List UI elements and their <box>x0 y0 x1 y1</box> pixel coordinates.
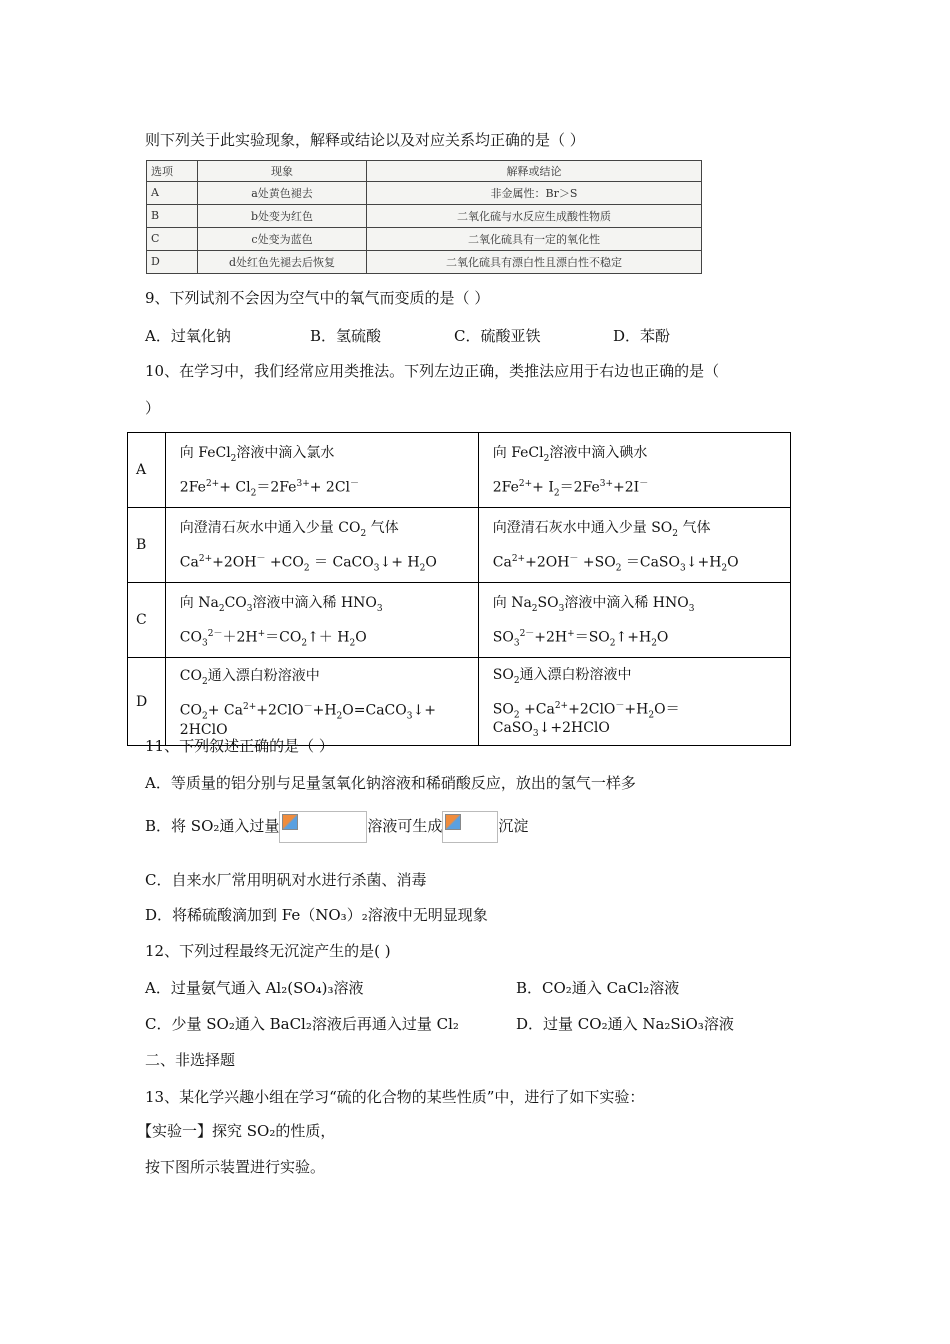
broken-image-placeholder <box>279 811 367 843</box>
q11-option-b <box>145 811 528 843</box>
q11-b-text-1: B．将 SO₂通入过量 <box>145 817 280 835</box>
analogy-row-a <box>128 433 791 508</box>
q12-option-c: C．少量 SO₂通入 BaCl₂溶液后再通入过量 Cl₂ <box>145 1015 459 1033</box>
q11-b-text-3: 沉淀 <box>498 817 529 835</box>
broken-image-icon <box>282 814 298 830</box>
right-cell: 向 FeCl$_2$溶液中滴入碘水 $2Fe^{2+}+ I_2=2Fe^{3+}+2I^-$ <box>478 433 790 508</box>
row-label: A <box>128 433 166 508</box>
scan-option: D <box>147 250 198 273</box>
q13-stem: 13、某化学兴趣小组在学习“硫的化合物的某些性质”中，进行了如下实验： <box>145 1088 645 1106</box>
q13-setup: 按下图所示装置进行实验。 <box>145 1158 326 1176</box>
scan-row <box>147 204 702 227</box>
analogy-table <box>127 432 791 746</box>
scan-row <box>147 250 702 273</box>
scan-header-phenomenon: 现象 <box>198 161 367 182</box>
analogy-row-b <box>128 508 791 583</box>
scan-explanation: 非金属性：Br＞S <box>367 181 702 204</box>
scan-row <box>147 227 702 250</box>
scanned-table-image <box>146 160 702 274</box>
q9-option-c: C．硫酸亚铁 <box>454 327 541 345</box>
q10-stem-end: ） <box>145 399 161 417</box>
broken-image-placeholder <box>442 811 498 843</box>
row-label: D <box>128 658 166 746</box>
scan-option: B <box>147 204 198 227</box>
scan-phenomenon: a处黄色褪去 <box>198 181 367 204</box>
row-label: C <box>128 583 166 658</box>
left-cell: 向 $Na_2CO_3$溶液中滴入稀 $HNO_3$ $CO_3^{2-}+2H^+=CO_2↑+ H_2O$ <box>165 583 478 658</box>
q12-option-b: B．CO₂通入 CaCl₂溶液 <box>516 979 680 997</box>
scan-row <box>147 181 702 204</box>
analogy-row-d <box>128 658 791 746</box>
q12-stem: 12、下列过程最终无沉淀产生的是( ) <box>145 942 391 960</box>
scan-phenomenon: d处红色先褪去后恢复 <box>198 250 367 273</box>
section-heading: 二、非选择题 <box>145 1051 236 1069</box>
q11-option-c: C．自来水厂常用明矾对水进行杀菌、消毒 <box>145 871 427 889</box>
intro-text: 则下列关于此实验现象，解释或结论以及对应关系均正确的是（ ） <box>145 131 585 149</box>
row-label: B <box>128 508 166 583</box>
left-cell: 向 FeCl$_2$溶液中滴入氯水 $2Fe^{2+}+ Cl_2=2Fe^{3+}+ 2Cl^-$ <box>165 433 478 508</box>
q9-stem: 9、下列试剂不会因为空气中的氧气而变质的是（ ） <box>145 289 490 307</box>
scan-header-explanation: 解释或结论 <box>367 161 702 182</box>
left-cell: 向澄清石灰水中通入少量 $CO_2$ 气体 $Ca^{2+}+2OH^- +CO_2$ ＝ CaCO$_3$↓+ $H_2O$ <box>165 508 478 583</box>
scan-option: A <box>147 181 198 204</box>
q11-stem: 11、下列叙述正确的是（ ） <box>145 737 334 755</box>
broken-image-icon <box>445 814 461 830</box>
scan-explanation: 二氧化硫具有一定的氧化性 <box>367 227 702 250</box>
q12-option-a: A．过量氨气通入 Al₂(SO₄)₃溶液 <box>145 979 364 997</box>
left-cell: $CO_2$通入漂白粉溶液中 $CO_2+$ $Ca^{2+}+2ClO^-+H_2O=CaCO_3↓+$ 2HClO <box>165 658 478 746</box>
analogy-row-c <box>128 583 791 658</box>
right-cell: $SO_2$通入漂白粉溶液中 $SO_2$ $+Ca^{2+}+2ClO^-+H_2O=CaSO_3↓+2HClO$ <box>478 658 790 746</box>
right-cell: 向 $Na_2SO_3$溶液中滴入稀 $HNO_3$ $SO_3^{2-}+2H^+=SO_2↑+H_2O$ <box>478 583 790 658</box>
q12-option-d: D．过量 CO₂通入 Na₂SiO₃溶液 <box>516 1015 734 1033</box>
q11-option-d: D．将稀硫酸滴加到 Fe（NO₃）₂溶液中无明显现象 <box>145 906 488 924</box>
q9-option-a: A．过氧化钠 <box>145 327 231 345</box>
scan-option: C <box>147 227 198 250</box>
q11-b-text-2: 溶液可生成 <box>367 817 443 835</box>
q9-option-b: B．氢硫酸 <box>310 327 382 345</box>
q10-stem: 10、在学习中，我们经常应用类推法。下列左边正确，类推法应用于右边也正确的是（ <box>145 362 720 380</box>
scan-phenomenon: c处变为蓝色 <box>198 227 367 250</box>
scan-phenomenon: b处变为红色 <box>198 204 367 227</box>
q11-option-a: A．等质量的铝分别与足量氢氧化钠溶液和稀硝酸反应，放出的氢气一样多 <box>145 774 636 792</box>
right-cell: 向澄清石灰水中通入少量 $SO_2$ 气体 $Ca^{2+}+2OH^- +SO_2$ $=CaSO_3↓+H_2O$ <box>478 508 790 583</box>
scan-explanation: 二氧化硫与水反应生成酸性物质 <box>367 204 702 227</box>
q13-experiment-1: 【实验一】探究 SO₂的性质， <box>137 1122 336 1140</box>
scan-explanation: 二氧化硫具有漂白性且漂白性不稳定 <box>367 250 702 273</box>
scan-header-option: 选项 <box>147 161 198 182</box>
q9-option-d: D．苯酚 <box>613 327 671 345</box>
